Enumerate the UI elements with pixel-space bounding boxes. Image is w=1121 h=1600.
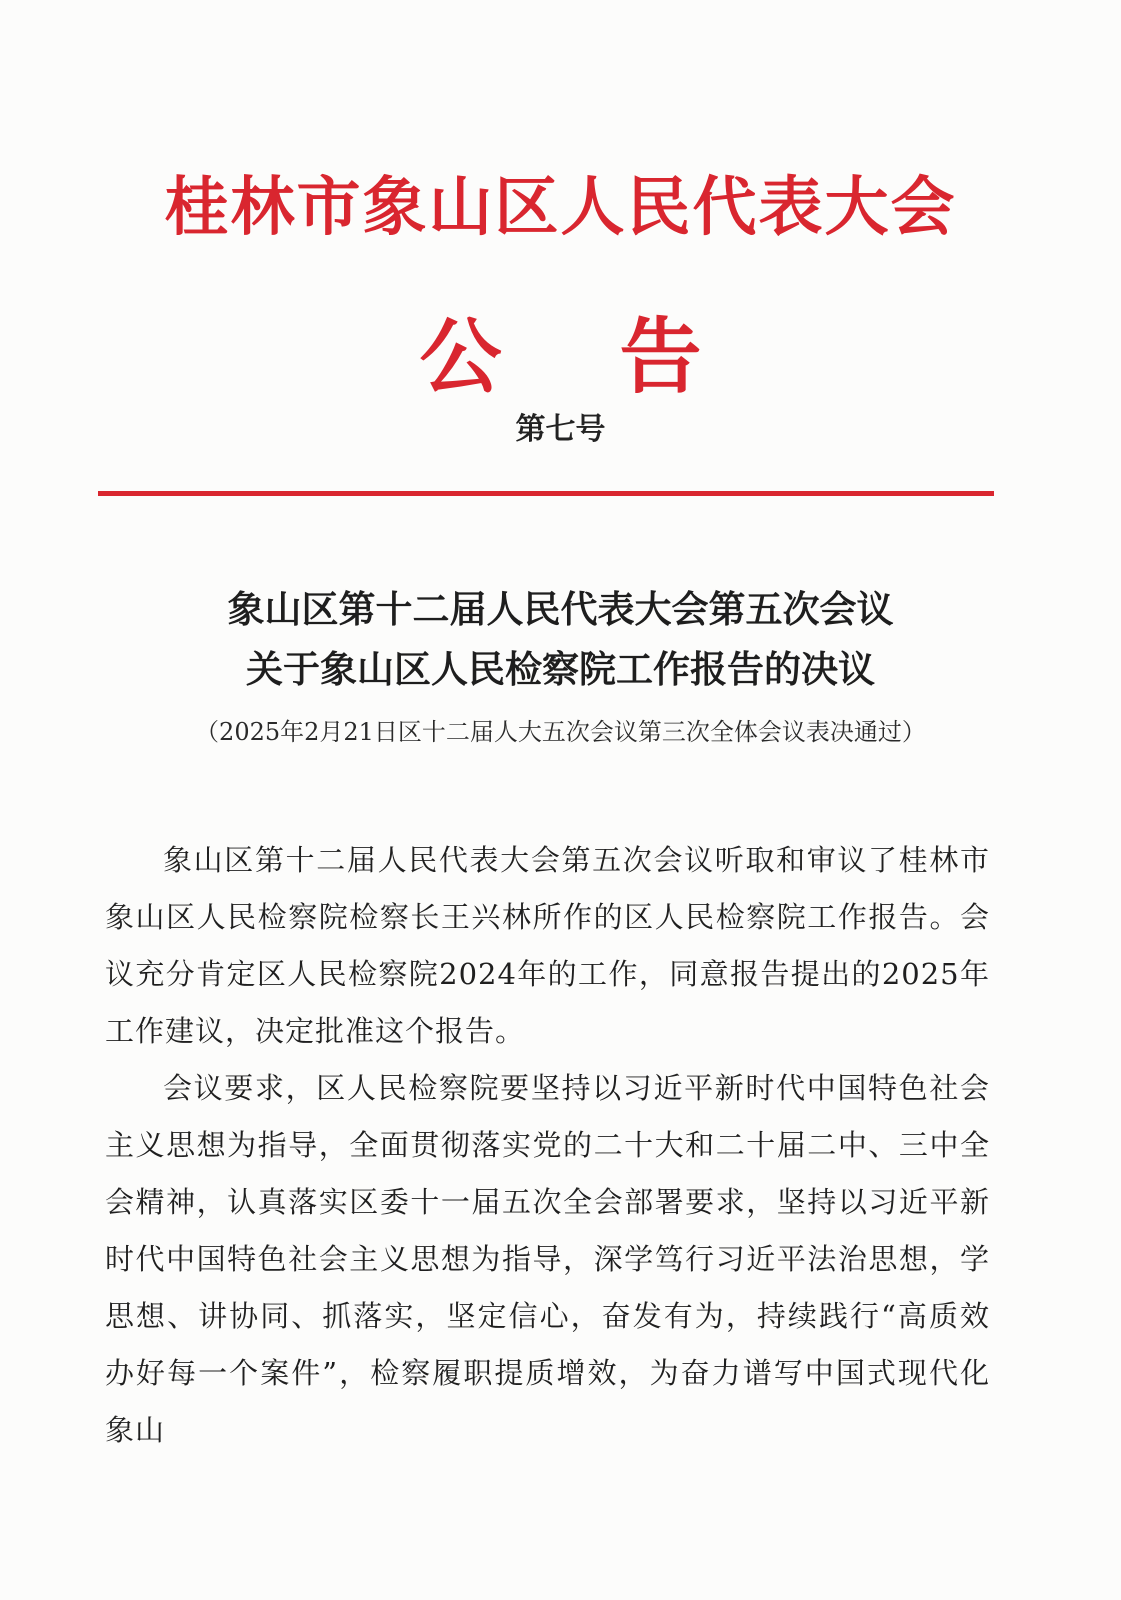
- document-type-heading: 公告: [419, 310, 820, 405]
- body-paragraph-2: 会议要求，区人民检察院要坚持以习近平新时代中国特色社会主义思想为指导，全面贯彻落实党的二十大和二十届二中、三中全会精神，认真落实区委十一届五次全会部署要求，坚持以习近平新时代中国特色社会主义思想为指导，深学笃行习近平法治思想，学思想、讲协同、抓落实，坚定信心，奋发有为，持续践行“高质效办好每一个案件”，检察履职提质增效，为奋力谱写中国式现代化象山: [105, 1071, 990, 1447]
- issuing-organization: 桂林市象山区人民代表大会: [164, 171, 957, 245]
- resolution-body: [105, 832, 990, 1459]
- document-number: 第七号: [515, 412, 606, 447]
- resolution-adoption-note: （2025年2月21日区十二届人大五次会议第三次全体会议表决通过）: [195, 718, 926, 746]
- red-divider-line: [98, 491, 994, 496]
- resolution-title-line-1: 象山区第十二届人民代表大会第五次会议: [227, 588, 894, 631]
- resolution-title-line-2: 关于象山区人民检察院工作报告的决议: [246, 648, 875, 691]
- body-paragraph-1: 象山区第十二届人民代表大会第五次会议听取和审议了桂林市象山区人民检察院检察长王兴林所作的区人民检察院工作报告。会议充分肯定区人民检察院2024年的工作，同意报告提出的2025年工作建议，决定批准这个报告。: [105, 843, 990, 1048]
